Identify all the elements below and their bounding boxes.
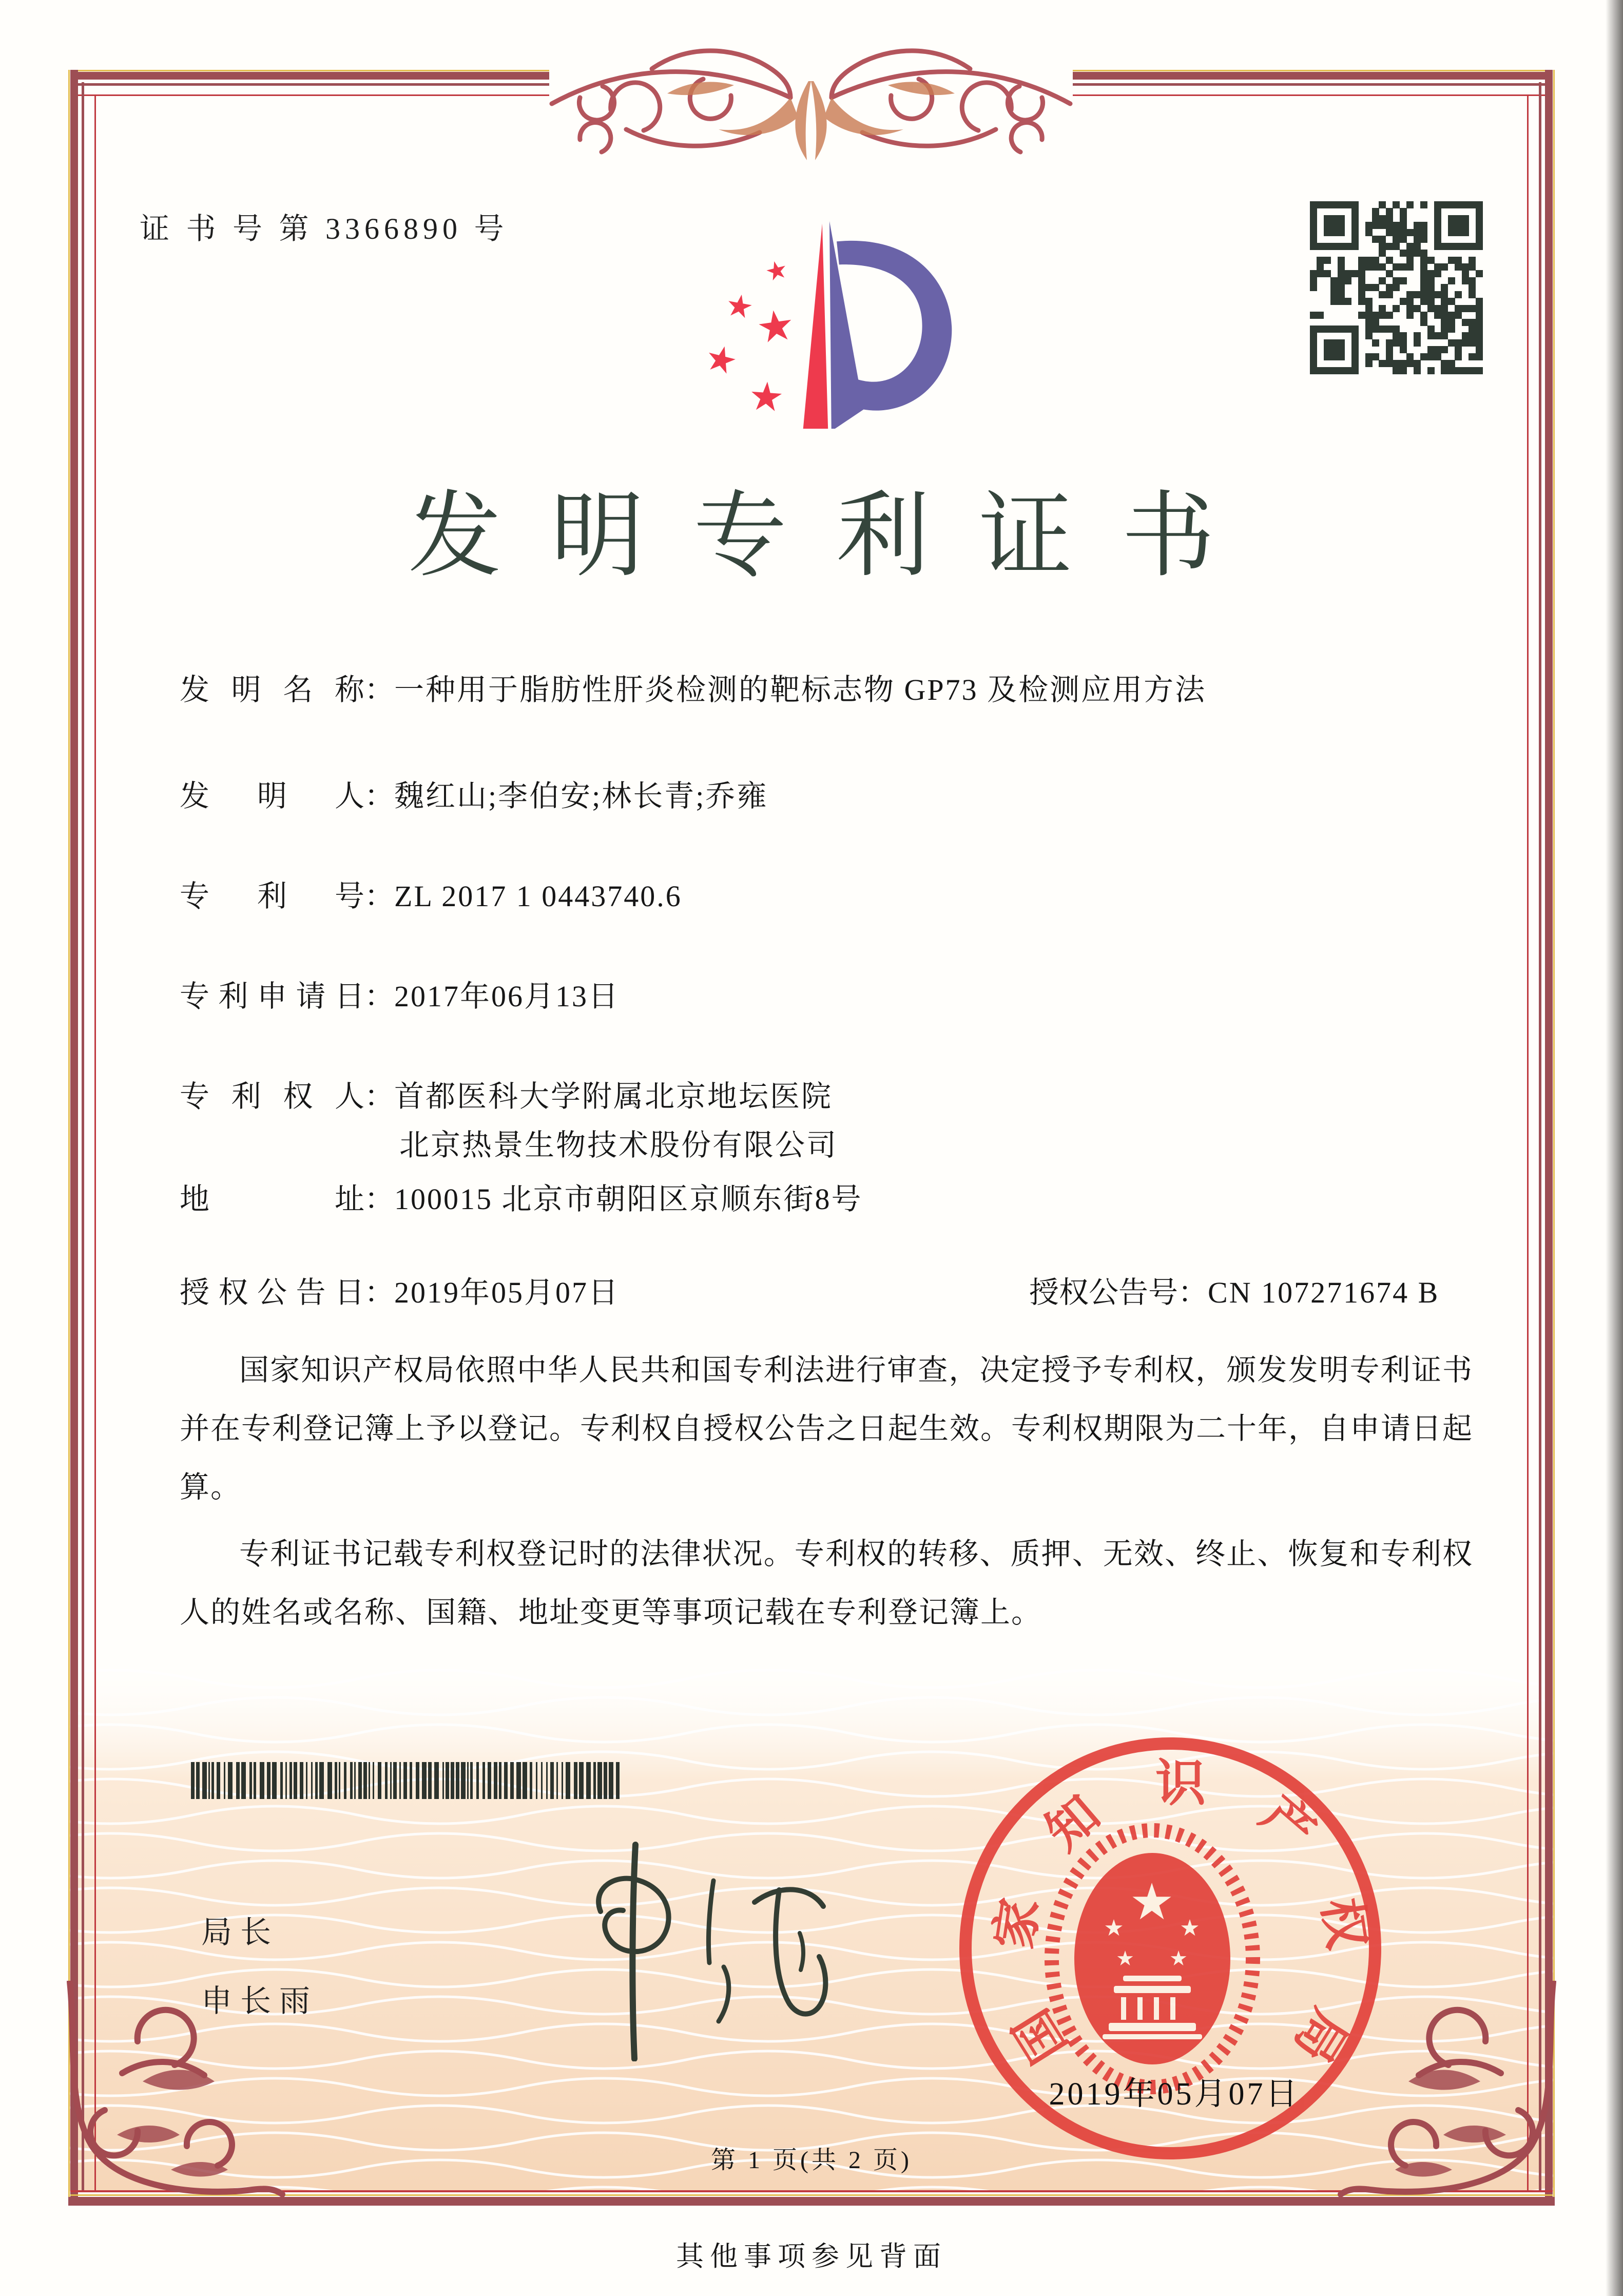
grant-date-label: 授 权 公 告 日 — [180, 1276, 364, 1309]
barcode — [191, 1762, 622, 1799]
border-bottom-redline — [70, 2190, 1553, 2192]
svg-text:★: ★ — [1104, 1915, 1124, 1941]
top-border-ornament — [549, 32, 1073, 170]
field-label: 发 明 人 — [180, 779, 364, 813]
svg-text:★: ★ — [723, 286, 757, 327]
grant-number: 授权公告号：CN 107271674 B — [1029, 1276, 1440, 1309]
field-value: 一种用于脂肪性肝炎检测的靶标志物 GP73 及检测应用方法 — [394, 673, 1207, 706]
certificate-title: 发明专利证书 — [408, 485, 1264, 588]
border-top-gold-left — [70, 70, 557, 71]
svg-text:★: ★ — [762, 254, 791, 288]
field-value: 2017年06月13日 — [394, 980, 620, 1013]
field-label: 专 利 申 请 日 — [180, 980, 364, 1013]
svg-text:★: ★ — [753, 299, 798, 354]
border-top-band-right — [1065, 72, 1553, 80]
border-left-thin — [82, 82, 84, 2192]
scan-edge-shadow — [1606, 0, 1623, 2296]
cnipa-logo — [667, 187, 975, 429]
border-right-band — [1545, 70, 1553, 2206]
page-number: 第 1 页(共 2 页) — [711, 2147, 912, 2174]
field-patentee: 专 利 权 人 ：首都医科大学附属北京地坛医院 — [180, 1072, 833, 1115]
svg-text:★: ★ — [1116, 1947, 1134, 1970]
legal-paragraph-2: 专利证书记载专利权登记时的法律状况。专利权的转移、质押、无效、终止、恢复和专利权人的姓名或名称、国籍、地址变更等事项记载在专利登记簿上。 — [180, 1537, 1473, 1629]
back-note: 其他事项参见背面 — [676, 2241, 947, 2272]
certificate-number: 证 书 号 第 3366890 号 — [140, 212, 509, 245]
director-title: 局长 — [201, 1916, 279, 1949]
legal-paragraph-1: 国家知识产权局依照中华人民共和国专利法进行审查，决定授予专利权，颁发发明专利证书并在专利登记簿上予以登记。专利权自授权公告之日起生效。专利权期限为二十年，自申请日起算。 — [180, 1353, 1474, 1504]
svg-text:★: ★ — [1180, 1915, 1200, 1941]
field-value: 首都医科大学附属北京地坛医院 — [394, 1080, 833, 1113]
border-top-thin-left — [70, 83, 557, 86]
legal-text — [180, 1341, 1473, 1650]
border-left-gold — [68, 70, 70, 2206]
svg-text:★: ★ — [701, 335, 742, 384]
qr-code — [1310, 201, 1482, 374]
field-label: 地 址 — [180, 1182, 364, 1216]
field-label: 专 利 权 人 — [180, 1080, 364, 1113]
border-right-thin — [1539, 82, 1541, 2192]
field-value: ZL 2017 1 0443740.6 — [394, 879, 682, 913]
grant-date-value: 2019年05月07日 — [394, 1276, 620, 1309]
field-address: 地 址 ：100015 北京市朝阳区京顺东街8号 — [180, 1175, 863, 1218]
border-top-gold-right — [1065, 70, 1553, 71]
field-label: 发 明 名 称 — [180, 673, 364, 706]
seal-date: 2019年05月07日 — [1049, 2077, 1300, 2112]
field-patentee-line2: 北京热景生物技术股份有限公司 — [399, 1128, 838, 1162]
field-label: 专 利 号 — [180, 879, 364, 913]
svg-text:★: ★ — [1169, 1947, 1188, 1970]
field-value: 魏红山;李伯安;林长青;乔雍 — [394, 779, 768, 813]
svg-text:★: ★ — [1129, 1873, 1174, 1931]
field-inventors: 发 明 人 ：魏红山;李伯安;林长青;乔雍 — [180, 772, 768, 815]
director-signature — [447, 1841, 837, 2061]
border-right-gold — [1553, 70, 1555, 2206]
field-invention-name: 发 明 名 称 ：一种用于脂肪性肝炎检测的靶标志物 GP73 及检测应用方法 — [180, 665, 1206, 709]
border-right-redline — [1527, 94, 1529, 2192]
grant-row: 授 权 公 告 日 ：2019年05月07日 授权公告号：CN 107271674 B — [180, 1268, 620, 1311]
field-application-date: 专 利 申 请 日 ：2017年06月13日 — [180, 972, 620, 1015]
director-name: 申长雨 — [201, 1984, 318, 2018]
field-value: 100015 北京市朝阳区京顺东街8号 — [394, 1182, 863, 1216]
border-bottom-band — [68, 2197, 1555, 2206]
official-seal: ★ ★ ★ ★ ★ 国 家 知 识 产 权 局 — [950, 1720, 1412, 2182]
border-top-band-left — [70, 72, 557, 80]
field-patent-number: 专 利 号 ：ZL 2017 1 0443740.6 — [180, 872, 682, 915]
border-left-redline — [94, 94, 96, 2192]
border-left-band — [70, 70, 78, 2206]
border-top-thin-right — [1065, 83, 1553, 86]
border-bottom-gold — [70, 2194, 1553, 2196]
svg-text:★: ★ — [747, 372, 786, 422]
